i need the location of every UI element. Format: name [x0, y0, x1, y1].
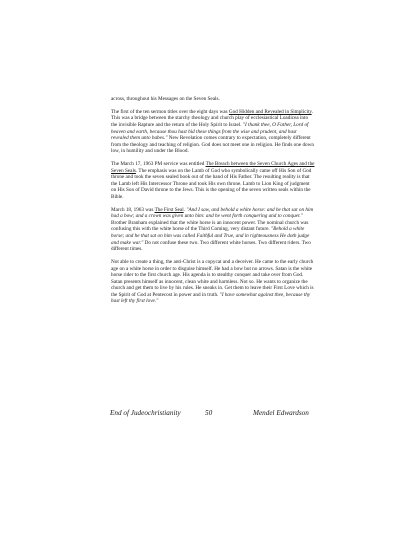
paragraph — [111, 207, 315, 253]
text-run: New Revelation comes contrary to expectation, completely different from the theology and teaching of religion. God does not meet one in religion. He finds one down low, in humility and under the Blood. — [111, 135, 314, 155]
footer-book-title: End of Judeochristianity — [110, 409, 181, 417]
page-footer — [110, 408, 318, 418]
text-run: across, throughout his Messages on the Seven Seals. — [111, 96, 220, 102]
sermon-title: God Hidden and Revealed in Simplicity — [228, 108, 312, 115]
text-run: Brother Branham explained that the white horse is an innocent power. The nominal church was confusing this with the white horse of the Third Coming, very distant future. — [111, 219, 309, 233]
sermon-title: The Breach between the Seven Church Ages and the Seven Seals — [111, 161, 315, 174]
text-run: . The emphasis was on the Lamb of God who symbolically came off His Son of God throne and took the seven sealed book out of the hand of His Father. The resulting reality is that the Lamb left His Intercessor Throne and took His own throne. Lamb to Lion King of judgment on His Son of David throne to the Jews. This is the opening of the seven written seals within the Bible. — [111, 167, 312, 200]
text-run: March 18, 1963 was — [111, 206, 155, 213]
scripture-quote: "I have somewhat against thee, because thy hast left thy first love." — [111, 291, 311, 305]
text-run: Do not confuse these two. Two different white horses. Two different riders. Two different times. — [111, 239, 311, 253]
paragraph — [111, 96, 315, 103]
footer-author: Mendel Edwardson — [253, 409, 309, 417]
text-run: Not able to create a thing, the anti-Christ is a copycat and a deceiver. He came to the early church age on a white horse in order to disguise himself. He had a bow but no arrows. Satan is the white horse rider to the first church age. His agenda is to stealthy conquer and take over from God. Satan presents himself as innocent, clean white and harmless. Not so. He wants to organize the church and get them to live by his rules. He sneaks in. Get them to leave their First Love which is the Spirit of God at Pentecost in power and in truth. — [111, 259, 314, 298]
text-run: . — [183, 206, 187, 213]
sermon-title: The First Seal — [154, 206, 184, 213]
text-run: The March 17, 1963 PM service was entitled — [111, 161, 206, 168]
scripture-quote: "And I saw, and behold a white horse: and he that sat on him had a bow; and a crown was given unto him: and he went forth conquering and to conquer." — [111, 206, 314, 220]
footer-page-number: 50 — [205, 409, 213, 417]
text-run: The first of the ten sermon titles over the eight days was — [111, 108, 229, 115]
paragraph — [111, 161, 315, 200]
body-text — [111, 96, 315, 311]
paragraph — [111, 259, 315, 305]
scripture-quote: "Behold a white horse; and he that sat on him was called Faithful and True, and in righteousness He doth judge and make war." — [111, 226, 310, 246]
scripture-quote: "I thank thee, O Father, Lord of heaven and earth, because thou hast hid these things from the wise and prudent, and hast revealed them unto babes." — [111, 122, 309, 142]
text-run: . This was a bridge between the starchy theology and church play of ecclesiastical Loadicea into the invisible Rapture and the return of the Holy Spirit to Israel. — [111, 108, 313, 129]
paragraph — [111, 109, 315, 155]
